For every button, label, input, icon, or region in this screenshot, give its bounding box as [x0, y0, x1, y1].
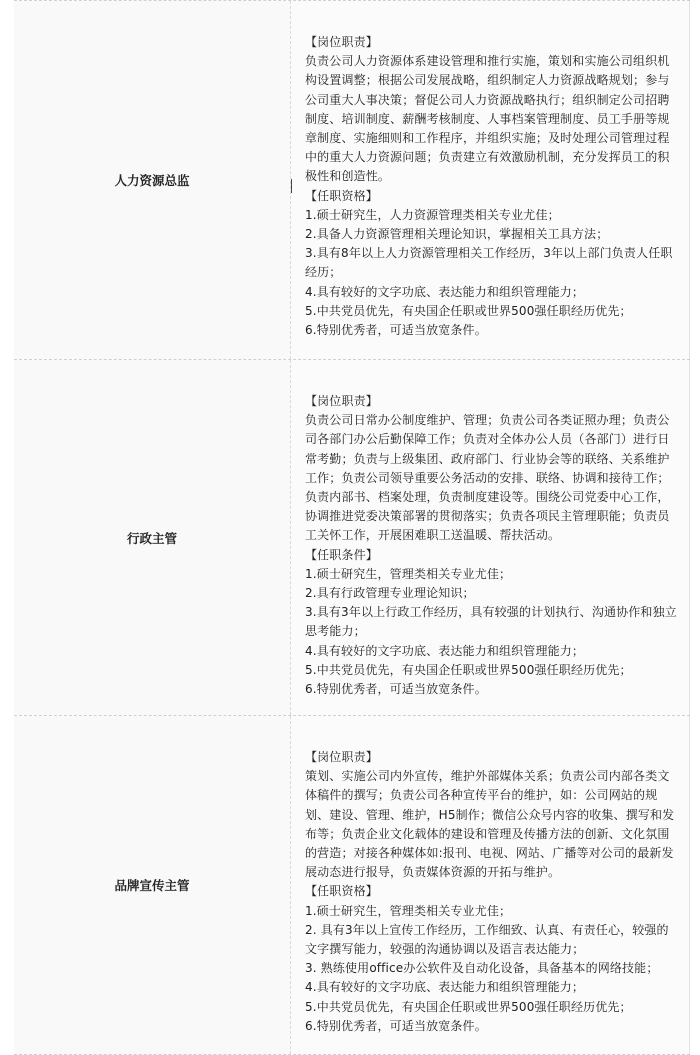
- description-line: 负责公司人力资源体系建设管理和推行实施，策划和实施公司组织机: [305, 54, 670, 69]
- description-line: 布等；负责企业文化载体的建设和管理及传播方法的创新、文化氛围: [305, 826, 670, 841]
- description-line: 4.具有较好的文字功底、表达能力和组织管理能力；: [305, 284, 585, 299]
- description-line: 展动态进行报导，负责媒体资源的开拓与维护。: [305, 865, 561, 880]
- description-line: 制度、培训制度、薪酬考核制度、人事档案管理制度、员工手册等规: [305, 111, 670, 126]
- position-row-admin-supervisor: [14, 359, 690, 715]
- description-line: 工作；负责公司领导重要公务活动的安排、联络、协调和接待工作；: [305, 470, 670, 485]
- description-line: 【任职资格】: [305, 188, 378, 203]
- description-line: 策划、实施公司内外宣传，维护外部媒体关系；负责公司内部各类文: [305, 769, 670, 784]
- description-line: 极性和创造性。: [305, 169, 391, 184]
- position-description: [290, 1, 690, 359]
- description-line: 协调推进党委决策部署的贯彻落实；负责各项民主管理职能；负责员: [305, 509, 670, 524]
- description-line: 【岗位职责】: [305, 394, 378, 408]
- position-row-hr-director: [14, 0, 690, 359]
- description-line: 5.中共党员优先，有央国企任职或世界500强任职经历优先；: [305, 303, 632, 318]
- description-line: 1.硕士研究生，管理类相关专业尤佳；: [305, 566, 512, 581]
- position-title-text: 人力资源总监: [114, 173, 190, 188]
- description-line: 文字撰写能力，较强的沟通协调以及语言表达能力；: [305, 942, 585, 957]
- position-title-text: 行政主管: [126, 530, 177, 546]
- position-title: [14, 716, 290, 1054]
- description-line: 【任职资格】: [305, 884, 378, 899]
- description-line: 划、建设、管理、维护，H5制作；微信公众号内容的收集、撰写和发: [305, 807, 675, 822]
- description-line: 负责公司日常办公制度维护、管理；负责公司各类证照办理；负责公: [305, 413, 670, 428]
- description-line: 负责内部书、档案处理，负责制度建设等。围绕公司党委中心工作，: [305, 490, 670, 505]
- description-line: 工关怀工作，开展困难职工送温暖、帮扶活动。: [305, 528, 561, 543]
- description-line: 【任职条件】: [305, 547, 378, 562]
- job-positions-table: [14, 0, 690, 1053]
- description-line: 【岗位职责】: [305, 750, 378, 764]
- description-line: 4.具有较好的文字功底、表达能力和组织管理能力；: [305, 980, 585, 995]
- position-description: [290, 716, 690, 1054]
- description-line: 2.具有行政管理专业理论知识；: [305, 586, 475, 601]
- description-line: 体稿件的撰写；负责公司各种宣传平台的维护，如：公司网站的规: [305, 788, 658, 803]
- description-line: 2. 具有3年以上宣传工作经历，工作细致、认真、有责任心，较强的: [305, 922, 669, 937]
- description-line: 4.具有较好的文字功底、表达能力和组织管理能力；: [305, 643, 585, 658]
- description-line: 构设置调整；根据公司发展战略，组织制定人力资源战略规划；参与: [305, 73, 670, 88]
- description-line: 章制度、实施细则和工作程序，并组织实施；及时处理公司管理过程: [305, 131, 670, 146]
- description-line: 公司重大人事决策；督促公司人力资源战略执行；组织制定公司招聘: [305, 92, 670, 107]
- description-line: 常考勤；负责与上级集团、政府部门、行业协会等的联络、关系维护: [305, 451, 670, 466]
- description-line: 2.具备人力资源管理相关理论知识，掌握相关工具方法；: [305, 227, 609, 242]
- description-line: 经历；: [305, 265, 342, 280]
- description-line: 5.中共党员优先，有央国企任职或世界500强任职经历优先；: [305, 662, 632, 677]
- description-line: 3.具有3年以上行政工作经历，具有较强的计划执行、沟通协作和独立: [305, 605, 677, 620]
- description-line: 6.特别优秀者，可适当放宽条件。: [305, 682, 487, 697]
- position-description: [290, 360, 690, 715]
- description-line: 3. 熟练使用office办公软件及自动化设备，具备基本的网络技能；: [305, 961, 659, 976]
- position-title: [14, 1, 290, 359]
- description-line: 【岗位职责】: [305, 35, 378, 49]
- position-title-text: 品牌宣传主管: [114, 878, 190, 893]
- description-line: 3.具有8年以上人力资源管理相关工作经历，3年以上部门负责人任职: [305, 246, 673, 261]
- position-title: [14, 360, 290, 715]
- description-line: 5.中共党员优先，有央国企任职或世界500强任职经历优先；: [305, 999, 632, 1014]
- text-cursor: [291, 179, 292, 193]
- description-line: 1.硕士研究生，管理类相关专业尤佳；: [305, 903, 512, 918]
- description-line: 6.特别优秀者，可适当放宽条件。: [305, 1018, 487, 1033]
- description-line: 6.特别优秀者，可适当放宽条件。: [305, 323, 487, 338]
- position-row-brand-promotion-supervisor: [14, 715, 690, 1055]
- description-line: 司各部门办公后勤保障工作；负责对全体办公人员（各部门）进行日: [305, 432, 670, 447]
- description-line: 的营造；对接各种媒体如:报刊、电视、网站、广播等对公司的最新发: [305, 846, 674, 861]
- description-line: 思考能力；: [305, 624, 366, 639]
- description-line: 中的重大人力资源问题；负责建立有效激励机制，充分发挥员工的积: [305, 150, 670, 165]
- description-line: 1.硕士研究生，人力资源管理类相关专业尤佳；: [305, 207, 560, 222]
